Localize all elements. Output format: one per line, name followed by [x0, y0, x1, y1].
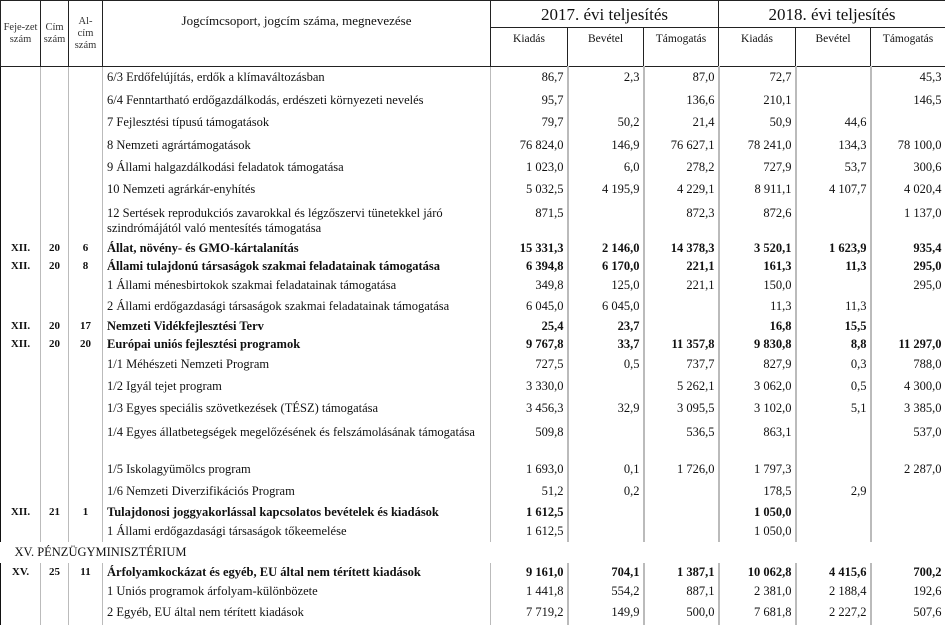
- kiadas-2018-cell: 210,1: [719, 89, 796, 112]
- tamogatas-2018-cell: 295,0: [871, 258, 945, 276]
- description-cell: 1/6 Nemzeti Diverzifikációs Program: [103, 481, 491, 503]
- kiadas-2017-cell: 727,5: [491, 354, 568, 375]
- fejezet-cell: [1, 157, 41, 179]
- bevetel-2018-cell: [796, 276, 871, 295]
- cim-cell: [41, 522, 69, 542]
- table-row: [1, 459, 945, 481]
- kiadas-2018-cell: 3 102,0: [719, 398, 796, 420]
- header-bevetel-2017: Bevétel: [568, 28, 644, 67]
- table-row: [1, 481, 945, 503]
- fejezet-cell: [1, 67, 41, 89]
- alcim-cell: [69, 481, 103, 503]
- bevetel-2018-cell: 11,3: [796, 295, 871, 318]
- bevetel-2018-cell: 2 188,4: [796, 582, 871, 601]
- kiadas-2017-cell: 349,8: [491, 276, 568, 295]
- tamogatas-2018-cell: 507,6: [871, 601, 945, 625]
- kiadas-2017-cell: 15 331,3: [491, 240, 568, 258]
- table-row: [1, 522, 945, 542]
- bevetel-2018-cell: 0,5: [796, 375, 871, 398]
- bevetel-2018-cell: 2,9: [796, 481, 871, 503]
- alcim-cell: [69, 157, 103, 179]
- header-year-2018: 2018. évi teljesítés: [719, 1, 945, 28]
- kiadas-2018-cell: 8 911,1: [719, 179, 796, 201]
- kiadas-2017-cell: 1 023,0: [491, 157, 568, 179]
- bevetel-2017-cell: 149,9: [568, 601, 644, 625]
- tamogatas-2017-cell: 3 095,5: [644, 398, 719, 420]
- bevetel-2017-cell: 0,5: [568, 354, 644, 375]
- cim-cell: [41, 354, 69, 375]
- tamogatas-2018-cell: [871, 522, 945, 542]
- tamogatas-2017-cell: 1 726,0: [644, 459, 719, 481]
- tamogatas-2018-cell: [871, 503, 945, 522]
- header-bevetel-2018: Bevétel: [796, 28, 871, 67]
- table-row: [1, 563, 945, 582]
- description-cell: Európai uniós fejlesztési programok: [103, 336, 491, 354]
- tamogatas-2018-cell: 700,2: [871, 563, 945, 582]
- table-row: [1, 240, 945, 258]
- fejezet-cell: [1, 89, 41, 112]
- bevetel-2018-cell: 44,6: [796, 112, 871, 134]
- kiadas-2017-cell: 5 032,5: [491, 179, 568, 201]
- cim-cell: [41, 398, 69, 420]
- bevetel-2017-cell: [568, 420, 644, 459]
- tamogatas-2018-cell: 1 137,0: [871, 201, 945, 240]
- bevetel-2017-cell: 2 146,0: [568, 240, 644, 258]
- kiadas-2017-cell: 3 330,0: [491, 375, 568, 398]
- kiadas-2017-cell: 871,5: [491, 201, 568, 240]
- fejezet-cell: [1, 582, 41, 601]
- table-row: [1, 258, 945, 276]
- cim-cell: 20: [41, 258, 69, 276]
- section-header-row: [1, 542, 945, 563]
- table-header: [1, 1, 945, 67]
- fejezet-cell: [1, 398, 41, 420]
- description-cell: Állat, növény- és GMO-kártalanítás: [103, 240, 491, 258]
- cim-cell: [41, 481, 69, 503]
- bevetel-2017-cell: 4 195,9: [568, 179, 644, 201]
- kiadas-2017-cell: 6 394,8: [491, 258, 568, 276]
- kiadas-2018-cell: 827,9: [719, 354, 796, 375]
- tamogatas-2018-cell: 2 287,0: [871, 459, 945, 481]
- cim-cell: [41, 89, 69, 112]
- bevetel-2018-cell: 5,1: [796, 398, 871, 420]
- kiadas-2018-cell: 3 520,1: [719, 240, 796, 258]
- tamogatas-2018-cell: 788,0: [871, 354, 945, 375]
- bevetel-2017-cell: 704,1: [568, 563, 644, 582]
- kiadas-2018-cell: 1 797,3: [719, 459, 796, 481]
- description-cell: 1/5 Iskolagyümölcs program: [103, 459, 491, 481]
- kiadas-2017-cell: 95,7: [491, 89, 568, 112]
- bevetel-2018-cell: 53,7: [796, 157, 871, 179]
- bevetel-2017-cell: 2,3: [568, 67, 644, 89]
- kiadas-2017-cell: 1 612,5: [491, 503, 568, 522]
- table-row: [1, 179, 945, 201]
- bevetel-2017-cell: [568, 522, 644, 542]
- bevetel-2017-cell: 33,7: [568, 336, 644, 354]
- bevetel-2018-cell: 1 623,9: [796, 240, 871, 258]
- table-row: [1, 201, 945, 240]
- description-cell: 1 Állami ménesbirtokok szakmai feladatainak támogatása: [103, 276, 491, 295]
- cim-cell: [41, 459, 69, 481]
- tamogatas-2018-cell: 4 300,0: [871, 375, 945, 398]
- bevetel-2018-cell: 15,5: [796, 318, 871, 336]
- header-tamogatas-2017: Támogatás: [644, 28, 719, 67]
- tamogatas-2017-cell: 11 357,8: [644, 336, 719, 354]
- header-tamogatas-2018: Támogatás: [871, 28, 945, 67]
- tamogatas-2018-cell: 3 385,0: [871, 398, 945, 420]
- kiadas-2017-cell: 3 456,3: [491, 398, 568, 420]
- bevetel-2017-cell: 0,1: [568, 459, 644, 481]
- fejezet-cell: [1, 134, 41, 157]
- table-row: [1, 295, 945, 318]
- bevetel-2017-cell: 125,0: [568, 276, 644, 295]
- tamogatas-2017-cell: 887,1: [644, 582, 719, 601]
- tamogatas-2017-cell: 536,5: [644, 420, 719, 459]
- kiadas-2017-cell: 7 719,2: [491, 601, 568, 625]
- bevetel-2017-cell: 6,0: [568, 157, 644, 179]
- table-row: [1, 276, 945, 295]
- description-cell: Állami tulajdonú társaságok szakmai feladatainak támogatása: [103, 258, 491, 276]
- fejezet-cell: [1, 522, 41, 542]
- bevetel-2018-cell: 0,3: [796, 354, 871, 375]
- alcim-cell: 20: [69, 336, 103, 354]
- alcim-cell: [69, 112, 103, 134]
- alcim-cell: 1: [69, 503, 103, 522]
- kiadas-2017-cell: 1 693,0: [491, 459, 568, 481]
- tamogatas-2018-cell: [871, 318, 945, 336]
- section-title: XV. PÉNZÜGYMINISZTÉRIUM: [1, 542, 945, 563]
- cim-cell: [41, 420, 69, 459]
- cim-cell: [41, 295, 69, 318]
- description-cell: 1 Állami erdőgazdasági társaságok tőkeemelése: [103, 522, 491, 542]
- kiadas-2017-cell: 9 767,8: [491, 336, 568, 354]
- description-cell: 10 Nemzeti agrárkár-enyhítés: [103, 179, 491, 201]
- tamogatas-2018-cell: 935,4: [871, 240, 945, 258]
- kiadas-2017-cell: 51,2: [491, 481, 568, 503]
- cim-cell: 21: [41, 503, 69, 522]
- header-kiadas-2018: Kiadás: [719, 28, 796, 67]
- fejezet-cell: [1, 179, 41, 201]
- alcim-cell: [69, 67, 103, 89]
- bevetel-2018-cell: [796, 522, 871, 542]
- header-cim: Cím szám: [41, 1, 69, 67]
- fejezet-cell: XV.: [1, 563, 41, 582]
- bevetel-2018-cell: 11,3: [796, 258, 871, 276]
- tamogatas-2017-cell: [644, 522, 719, 542]
- cim-cell: 20: [41, 240, 69, 258]
- bevetel-2017-cell: 32,9: [568, 398, 644, 420]
- tamogatas-2017-cell: 21,4: [644, 112, 719, 134]
- kiadas-2017-cell: 1 612,5: [491, 522, 568, 542]
- bevetel-2017-cell: 554,2: [568, 582, 644, 601]
- alcim-cell: [69, 276, 103, 295]
- table-row: [1, 336, 945, 354]
- fejezet-cell: [1, 276, 41, 295]
- description-cell: 1/4 Egyes állatbetegségek megelőzésének és felszámolásának támogatása: [103, 420, 491, 459]
- description-cell: 6/3 Erdőfelújítás, erdők a klímaváltozásban: [103, 67, 491, 89]
- kiadas-2017-cell: 6 045,0: [491, 295, 568, 318]
- header-year-2017: 2017. évi teljesítés: [491, 1, 719, 28]
- bevetel-2017-cell: 6 170,0: [568, 258, 644, 276]
- alcim-cell: [69, 398, 103, 420]
- kiadas-2018-cell: 11,3: [719, 295, 796, 318]
- tamogatas-2018-cell: 11 297,0: [871, 336, 945, 354]
- description-cell: 1/1 Méhészeti Nemzeti Program: [103, 354, 491, 375]
- tamogatas-2018-cell: 295,0: [871, 276, 945, 295]
- kiadas-2018-cell: 10 062,8: [719, 563, 796, 582]
- description-cell: 2 Egyéb, EU által nem térített kiadások: [103, 601, 491, 625]
- kiadas-2018-cell: 1 050,0: [719, 503, 796, 522]
- kiadas-2018-cell: 50,9: [719, 112, 796, 134]
- table-row: [1, 112, 945, 134]
- alcim-cell: [69, 459, 103, 481]
- bevetel-2018-cell: 2 227,2: [796, 601, 871, 625]
- kiadas-2018-cell: 150,0: [719, 276, 796, 295]
- tamogatas-2018-cell: [871, 112, 945, 134]
- alcim-cell: [69, 89, 103, 112]
- fejezet-cell: XII.: [1, 258, 41, 276]
- fejezet-cell: [1, 375, 41, 398]
- cim-cell: [41, 375, 69, 398]
- bevetel-2018-cell: 8,8: [796, 336, 871, 354]
- bevetel-2018-cell: [796, 420, 871, 459]
- table-row: [1, 354, 945, 375]
- tamogatas-2018-cell: [871, 481, 945, 503]
- kiadas-2018-cell: 1 050,0: [719, 522, 796, 542]
- kiadas-2018-cell: 863,1: [719, 420, 796, 459]
- tamogatas-2017-cell: 1 387,1: [644, 563, 719, 582]
- description-cell: 7 Fejlesztési típusú támogatások: [103, 112, 491, 134]
- tamogatas-2017-cell: 14 378,3: [644, 240, 719, 258]
- description-cell: 6/4 Fenntartható erdőgazdálkodás, erdészeti környezeti nevelés: [103, 89, 491, 112]
- fejezet-cell: XII.: [1, 336, 41, 354]
- cim-cell: [41, 67, 69, 89]
- tamogatas-2017-cell: 136,6: [644, 89, 719, 112]
- cim-cell: 20: [41, 318, 69, 336]
- tamogatas-2017-cell: [644, 295, 719, 318]
- kiadas-2017-cell: 509,8: [491, 420, 568, 459]
- tamogatas-2017-cell: 76 627,1: [644, 134, 719, 157]
- tamogatas-2017-cell: 500,0: [644, 601, 719, 625]
- tamogatas-2017-cell: [644, 503, 719, 522]
- bevetel-2018-cell: [796, 503, 871, 522]
- tamogatas-2017-cell: [644, 481, 719, 503]
- bevetel-2017-cell: [568, 375, 644, 398]
- kiadas-2018-cell: 16,8: [719, 318, 796, 336]
- alcim-cell: [69, 522, 103, 542]
- kiadas-2017-cell: 79,7: [491, 112, 568, 134]
- tamogatas-2017-cell: 221,1: [644, 276, 719, 295]
- kiadas-2018-cell: 178,5: [719, 481, 796, 503]
- fejezet-cell: [1, 295, 41, 318]
- tamogatas-2018-cell: 192,6: [871, 582, 945, 601]
- bevetel-2018-cell: 4 107,7: [796, 179, 871, 201]
- bevetel-2017-cell: 146,9: [568, 134, 644, 157]
- bevetel-2018-cell: [796, 89, 871, 112]
- tamogatas-2017-cell: 4 229,1: [644, 179, 719, 201]
- kiadas-2018-cell: 3 062,0: [719, 375, 796, 398]
- description-cell: Tulajdonosi joggyakorlással kapcsolatos bevételek és kiadások: [103, 503, 491, 522]
- tamogatas-2018-cell: [871, 295, 945, 318]
- fejezet-cell: [1, 481, 41, 503]
- alcim-cell: [69, 201, 103, 240]
- table-row: [1, 67, 945, 89]
- tamogatas-2017-cell: 737,7: [644, 354, 719, 375]
- kiadas-2018-cell: 727,9: [719, 157, 796, 179]
- kiadas-2017-cell: 76 824,0: [491, 134, 568, 157]
- description-cell: 8 Nemzeti agrártámogatások: [103, 134, 491, 157]
- table-row: [1, 398, 945, 420]
- table-row: [1, 89, 945, 112]
- kiadas-2018-cell: 2 381,0: [719, 582, 796, 601]
- table-row: [1, 157, 945, 179]
- bevetel-2017-cell: 50,2: [568, 112, 644, 134]
- alcim-cell: [69, 134, 103, 157]
- bevetel-2017-cell: [568, 89, 644, 112]
- tamogatas-2017-cell: 87,0: [644, 67, 719, 89]
- tamogatas-2018-cell: 300,6: [871, 157, 945, 179]
- alcim-cell: 8: [69, 258, 103, 276]
- alcim-cell: [69, 179, 103, 201]
- bevetel-2017-cell: 23,7: [568, 318, 644, 336]
- cim-cell: [41, 134, 69, 157]
- fejezet-cell: [1, 201, 41, 240]
- table-row: [1, 601, 945, 625]
- bevetel-2017-cell: 0,2: [568, 481, 644, 503]
- tamogatas-2017-cell: 5 262,1: [644, 375, 719, 398]
- cim-cell: [41, 601, 69, 625]
- alcim-cell: [69, 601, 103, 625]
- description-cell: 9 Állami halgazdálkodási feladatok támogatása: [103, 157, 491, 179]
- kiadas-2018-cell: 161,3: [719, 258, 796, 276]
- cim-cell: [41, 112, 69, 134]
- tamogatas-2018-cell: 78 100,0: [871, 134, 945, 157]
- kiadas-2018-cell: 872,6: [719, 201, 796, 240]
- cim-cell: 20: [41, 336, 69, 354]
- alcim-cell: 17: [69, 318, 103, 336]
- tamogatas-2018-cell: 45,3: [871, 67, 945, 89]
- kiadas-2018-cell: 7 681,8: [719, 601, 796, 625]
- description-cell: Árfolyamkockázat és egyéb, EU által nem térített kiadások: [103, 563, 491, 582]
- description-cell: 12 Sertések reprodukciós zavarokkal és légzőszervi tünetekkel járó szindrómájától való mentesítés támogatása: [103, 201, 491, 240]
- alcim-cell: [69, 295, 103, 318]
- cim-cell: 25: [41, 563, 69, 582]
- header-alcim: Al-cím szám: [69, 1, 103, 67]
- alcim-cell: [69, 582, 103, 601]
- header-kiadas-2017: Kiadás: [491, 28, 568, 67]
- description-cell: 1/3 Egyes speciális szövetkezések (TÉSZ) támogatása: [103, 398, 491, 420]
- kiadas-2017-cell: 9 161,0: [491, 563, 568, 582]
- table-row: [1, 134, 945, 157]
- fejezet-cell: [1, 112, 41, 134]
- cim-cell: [41, 276, 69, 295]
- bevetel-2018-cell: [796, 201, 871, 240]
- fejezet-cell: XII.: [1, 240, 41, 258]
- bevetel-2018-cell: [796, 459, 871, 481]
- cim-cell: [41, 201, 69, 240]
- table-row: [1, 420, 945, 459]
- description-cell: Nemzeti Vidékfejlesztési Terv: [103, 318, 491, 336]
- table-row: [1, 318, 945, 336]
- fejezet-cell: [1, 420, 41, 459]
- bevetel-2018-cell: [796, 67, 871, 89]
- alcim-cell: 11: [69, 563, 103, 582]
- tamogatas-2017-cell: 221,1: [644, 258, 719, 276]
- fejezet-cell: [1, 354, 41, 375]
- fejezet-cell: [1, 459, 41, 481]
- description-cell: 2 Állami erdőgazdasági társaságok szakmai feladatainak támogatása: [103, 295, 491, 318]
- header-fejezet: Feje-zet szám: [1, 1, 41, 67]
- kiadas-2017-cell: 25,4: [491, 318, 568, 336]
- description-cell: 1 Uniós programok árfolyam-különbözete: [103, 582, 491, 601]
- alcim-cell: [69, 420, 103, 459]
- table-row: [1, 375, 945, 398]
- tamogatas-2018-cell: 146,5: [871, 89, 945, 112]
- tamogatas-2017-cell: 872,3: [644, 201, 719, 240]
- kiadas-2018-cell: 72,7: [719, 67, 796, 89]
- cim-cell: [41, 582, 69, 601]
- kiadas-2018-cell: 78 241,0: [719, 134, 796, 157]
- bevetel-2017-cell: [568, 201, 644, 240]
- bevetel-2017-cell: [568, 503, 644, 522]
- bevetel-2018-cell: 4 415,6: [796, 563, 871, 582]
- header-description: Jogcímcsoport, jogcím száma, megnevezése: [103, 1, 491, 67]
- table-body: [1, 67, 945, 625]
- description-cell: 1/2 Igyál tejet program: [103, 375, 491, 398]
- bevetel-2018-cell: 134,3: [796, 134, 871, 157]
- alcim-cell: [69, 354, 103, 375]
- fejezet-cell: [1, 601, 41, 625]
- table-row: [1, 582, 945, 601]
- kiadas-2017-cell: 1 441,8: [491, 582, 568, 601]
- tamogatas-2017-cell: 278,2: [644, 157, 719, 179]
- bevetel-2017-cell: 6 045,0: [568, 295, 644, 318]
- tamogatas-2018-cell: 537,0: [871, 420, 945, 459]
- tamogatas-2018-cell: 4 020,4: [871, 179, 945, 201]
- table-row: [1, 503, 945, 522]
- cim-cell: [41, 179, 69, 201]
- kiadas-2017-cell: 86,7: [491, 67, 568, 89]
- alcim-cell: 6: [69, 240, 103, 258]
- kiadas-2018-cell: 9 830,8: [719, 336, 796, 354]
- alcim-cell: [69, 375, 103, 398]
- fejezet-cell: XII.: [1, 503, 41, 522]
- cim-cell: [41, 157, 69, 179]
- tamogatas-2017-cell: [644, 318, 719, 336]
- fejezet-cell: XII.: [1, 318, 41, 336]
